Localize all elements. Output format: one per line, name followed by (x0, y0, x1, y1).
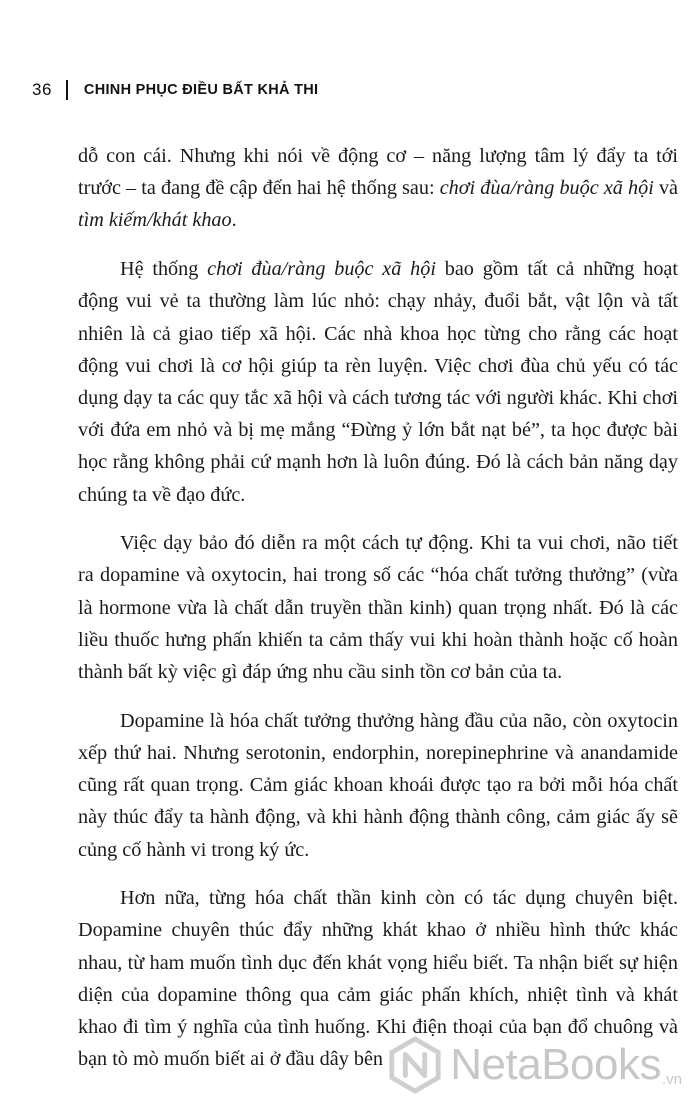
italic-term: tìm kiếm/khát khao (78, 209, 232, 232)
paragraph-text: Hệ thống (120, 258, 208, 281)
paragraph-3: Việc dạy bảo đó diễn ra một cách tự động. Khi ta vui chơi, não tiết ra dopamine và oxytocin, hai trong số các “hóa chất tưởng thưởng” (vừa là hormone vừa là chất dẫn truyền thần kinh) quan trọng nhất. Đó là các liều thuốc hưng phấn khiến ta cảm thấy vui khi hoàn thành hoặc cố hoàn thành bất kỳ việc gì đáp ứng nhu cầu sinh tồn cơ bản của ta. (78, 532, 678, 684)
watermark-suffix: .vn (661, 1071, 682, 1088)
paragraph-1 (78, 140, 678, 237)
body-text (78, 140, 678, 1092)
running-title: CHINH PHỤC ĐIỀU BẤT KHẢ THI (83, 82, 319, 98)
paragraph-text: dỗ con cái. Nhưng khi nói về động cơ – năng lượng tâm lý đẩy ta tới trước – ta đang đề cập đến hai hệ thống sau: (78, 145, 678, 200)
italic-term: chơi đùa/ràng buộc xã hội (439, 177, 654, 200)
watermark-brand: NetaBooks (450, 1040, 661, 1089)
watermark (386, 1036, 682, 1094)
header-divider (66, 80, 68, 100)
paragraph-4: Dopamine là hóa chất tưởng thưởng hàng đầu của não, còn oxytocin xếp thứ hai. Nhưng serotonin, endorphin, norepinephrine và anandamide cũng rất quan trọng. Cảm giác khoan khoái được tạo ra bởi mỗi hóa chất này thúc đẩy ta hành động, và khi hành động thành công, cảm giác ấy sẽ củng cố hành vi trong ký ức. (78, 709, 678, 861)
paragraph-text: và (653, 177, 678, 200)
n-logo-icon (386, 1036, 444, 1094)
page-header (32, 80, 318, 100)
paragraph-2 (78, 253, 678, 511)
page-number: 36 (32, 80, 52, 99)
italic-term: chơi đùa/ràng buộc xã hội (207, 258, 436, 281)
paragraph-text: bao gồm tất cả những hoạt động vui vẻ ta thường làm lúc nhỏ: chạy nhảy, đuổi bắt, vật lộn và tất nhiên là cả giao tiếp xã hội. Các nhà khoa học từng cho rằng các hoạt động vui chơi là cơ hội giúp ta rèn luyện. Việc chơi đùa chủ yếu có tác dụng dạy ta các quy tắc xã hội và cách tương tác với người khác. Khi chơi với đứa em nhỏ và bị mẹ mắng “Đừng ỷ lớn bắt nạt bé”, ta học được bài học rằng không phải cứ mạnh hơn là luôn đúng. Đó là cách bản năng dạy chúng ta về đạo đức. (78, 258, 678, 506)
paragraph-text: . (231, 209, 237, 232)
paragraph-5: Hơn nữa, từng hóa chất thần kinh còn có tác dụng chuyên biệt. Dopamine chuyên thúc đẩy những khát khao ở nhiều hình thức khác nhau, từ ham muốn tình dục đến khát vọng hiểu biết. Ta nhận biết sự hiện diện của dopamine thông qua cảm giác phấn khích, nhiệt tình và khát khao đi tìm ý nghĩa của tình huống. Khi điện thoại của bạn đổ chuông và bạn tò mò muốn biết ai ở đầu dây bên (78, 887, 678, 1071)
